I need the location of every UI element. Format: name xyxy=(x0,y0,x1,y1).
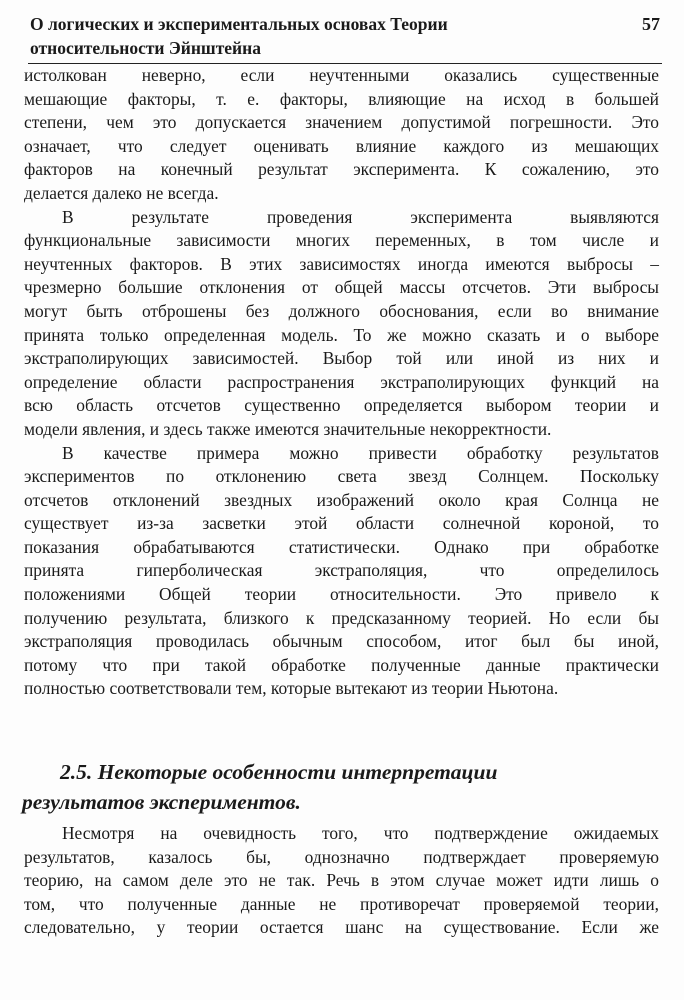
text-line: полностью соответствовали тем, которые вытекают из теории Ньютона. xyxy=(24,678,559,699)
running-header xyxy=(30,12,660,62)
paragraph-3 xyxy=(24,442,659,702)
text-line: положениями Общей теории относительности. Это привело к xyxy=(24,584,659,605)
running-title-line-1: О логических и экспериментальных основах Теории xyxy=(30,14,448,34)
body-text-top xyxy=(24,64,659,701)
text-line: неучтенных факторов. В этих зависимостях иногда имеются выбросы – xyxy=(24,253,659,274)
section-heading xyxy=(22,757,642,817)
paragraph-1 xyxy=(24,64,659,206)
paragraph-2 xyxy=(24,206,659,442)
text-line: отсчетов отклонений звездных изображений около края Солнца не xyxy=(24,489,659,510)
text-line: экспериментов по отклонению света звезд Солнцем. Поскольку xyxy=(24,466,659,487)
text-line: определение области распространения экстраполирующих функций на xyxy=(24,371,659,392)
text-line: факторов на конечный результат эксперимента. К сожалению, это xyxy=(24,159,659,180)
text-line: потому что при такой обработке полученные данные практически xyxy=(24,654,659,675)
text-line: Несмотря на очевидность того, что подтверждение ожидаемых xyxy=(62,823,659,843)
text-line: всю область отсчетов существенно определяется выбором теории и xyxy=(24,395,659,416)
section-heading-line-2: результатов экспериментов. xyxy=(22,790,301,814)
text-line: степени, чем это допускается значением допустимой погрешности. Это xyxy=(24,112,659,133)
body-text-bottom xyxy=(24,822,659,940)
text-line: том, что полученные данные не противоречат проверяемой теории, xyxy=(24,893,659,914)
text-line: получению результата, близкого к предсказанному теорией. Но если бы xyxy=(24,607,659,628)
text-line: следовательно, у теории остается шанс на существование. Если же xyxy=(24,917,659,938)
text-line: теорию, на самом деле это не так. Речь в этом случае может идти лишь о xyxy=(24,870,659,891)
running-title xyxy=(30,12,590,60)
text-line: истолкован неверно, если неучтенными оказались существенные xyxy=(24,65,659,85)
text-line: функциональные зависимости многих переменных, в том числе и xyxy=(24,230,659,251)
text-line: экстраполяция проводилась обычным способом, итог был бы иной, xyxy=(24,631,659,652)
text-line: делается далеко не всегда. xyxy=(24,182,219,203)
page-number: 57 xyxy=(642,14,660,34)
text-line: принята гиперболическая экстраполяция, что определилось xyxy=(24,560,659,581)
text-line: результатов, казалось бы, однозначно подтверждает проверяемую xyxy=(24,846,659,867)
paragraph-4 xyxy=(24,822,659,940)
section-heading-line-1: 2.5. Некоторые особенности интерпретации xyxy=(60,760,498,784)
text-line: принята только определенная модель. То же можно сказать и о выборе xyxy=(24,324,659,345)
text-line: существует из-за засветки этой области солнечной короной, то xyxy=(24,513,659,534)
running-title-line-2: относительности Эйнштейна xyxy=(30,38,261,58)
text-line: могут быть отброшены без должного обоснования, если во внимание xyxy=(24,300,659,321)
text-line: показания обрабатываются статистически. Однако при обработке xyxy=(24,536,659,557)
text-line: означает, что следует оценивать влияние каждого из мешающих xyxy=(24,135,659,156)
text-line: В результате проведения эксперимента выявляются xyxy=(62,206,659,227)
text-line: В качестве примера можно привести обработку результатов xyxy=(62,442,659,463)
text-line: мешающие факторы, т. е. факторы, влияющие на исход в большей xyxy=(24,88,659,109)
text-line: чрезмерно большие отклонения от общей массы отсчетов. Эти выбросы xyxy=(24,277,659,298)
text-line: экстраполирующих зависимостей. Выбор той или иной из них и xyxy=(24,348,659,369)
text-line: модели явления, и здесь также имеются значительные некорректности. xyxy=(24,418,552,439)
